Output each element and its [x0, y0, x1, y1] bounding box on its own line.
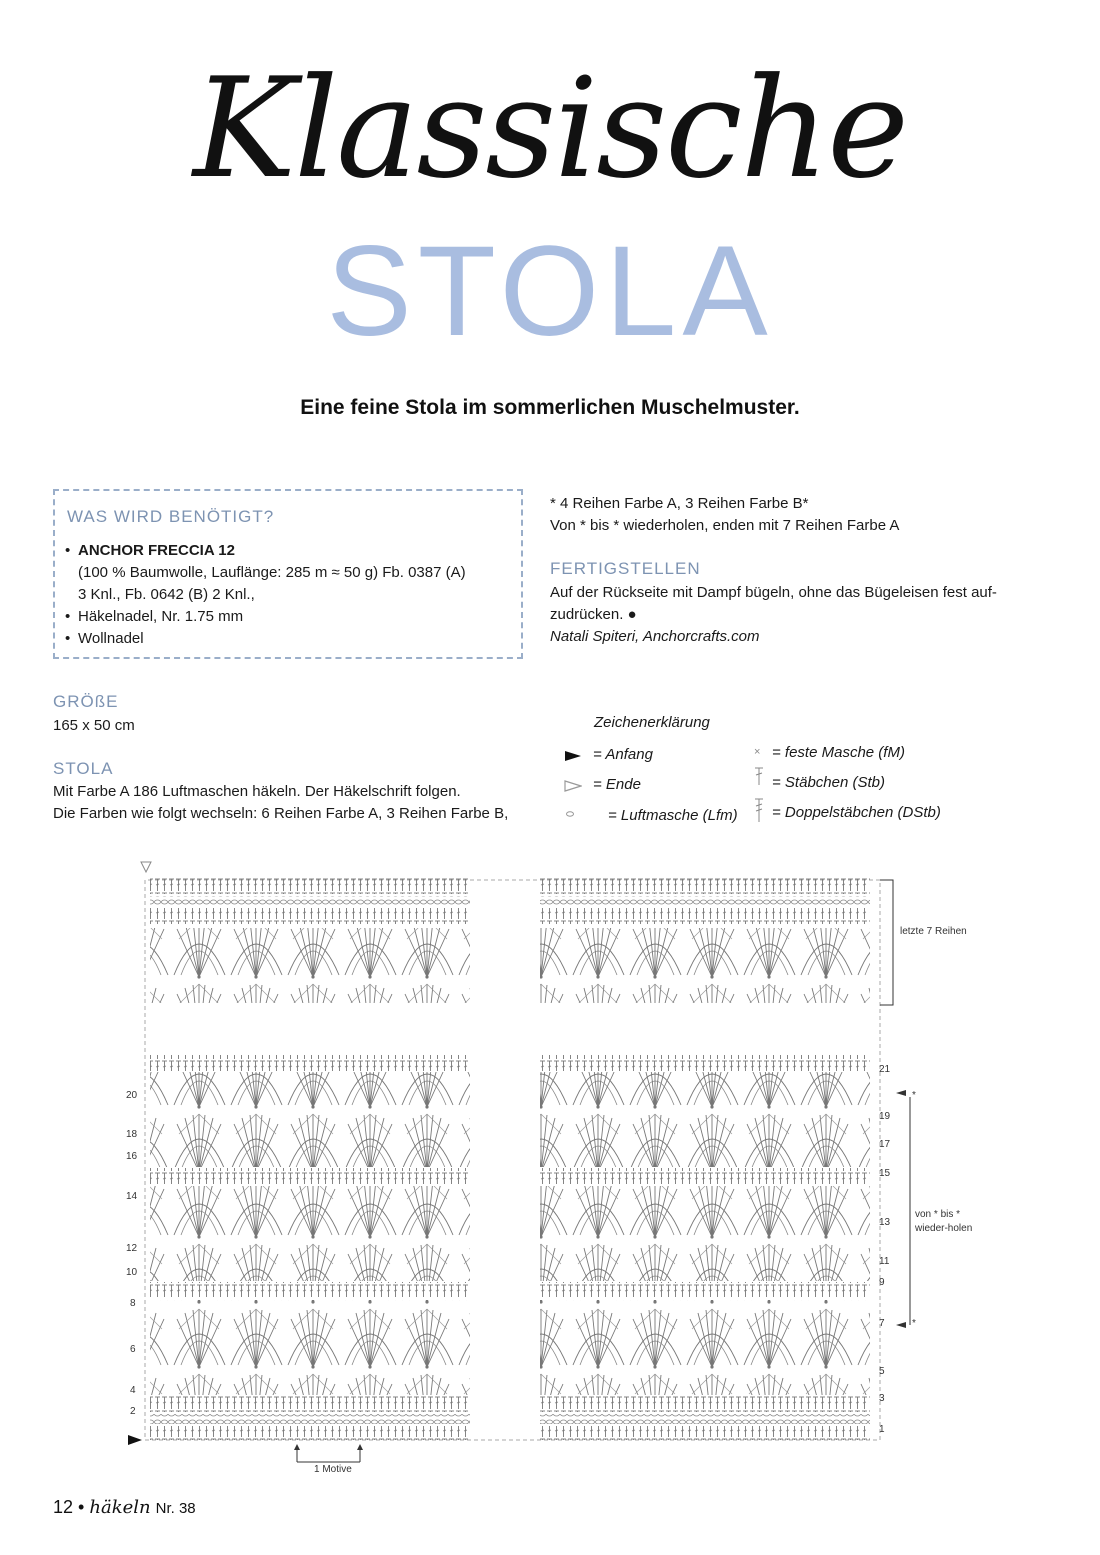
- list-item: • Häkelnadel, Nr. 1.75 mm: [65, 606, 515, 628]
- finish-text: [550, 582, 1070, 648]
- title-script: Klassische: [193, 48, 907, 209]
- legend-label: = Doppelstäbchen (DStb): [772, 804, 941, 821]
- row-number: 10: [126, 1267, 138, 1278]
- row-number: 16: [126, 1151, 138, 1162]
- row-number: 17: [879, 1139, 891, 1150]
- page-number: 12: [53, 1497, 74, 1517]
- end-marker-icon: [141, 862, 151, 872]
- crochet-chart: [0, 850, 1100, 1490]
- row-number: 4: [130, 1385, 136, 1396]
- legend-label: = Ende: [593, 776, 641, 793]
- yarn-name: ANCHOR FRECCIA 12: [78, 542, 235, 559]
- stola-heading: STOLA: [53, 759, 114, 778]
- page-footer: [53, 1497, 196, 1518]
- finish-line: Auf der Rückseite mit Dampf bügeln, ohne das Bügeleisen fest auf-: [550, 584, 997, 601]
- stola-line: Mit Farbe A 186 Luftmaschen häkeln. Der Häkelschrift folgen.: [53, 783, 461, 800]
- yarn-detail-line: 3 Knl., Fb. 0642 (B) 2 Knl.,: [78, 586, 255, 603]
- credit: Natali Spiteri, Anchorcrafts.com: [550, 628, 760, 645]
- list-item: [65, 540, 515, 606]
- magazine-name: häkeln: [89, 1497, 151, 1518]
- chain-oval-icon: [565, 810, 575, 818]
- row-number: 5: [879, 1366, 885, 1377]
- row-number: 21: [879, 1064, 891, 1075]
- legend-label: = Stäbchen (Stb): [772, 774, 885, 791]
- arrow-icon: [896, 1322, 906, 1328]
- row-number: 12: [126, 1243, 138, 1254]
- filled-triangle-icon: [564, 749, 582, 763]
- row-number: 1: [879, 1424, 885, 1435]
- finish-line: zudrücken. ●: [550, 606, 637, 623]
- treble-crochet-icon: [754, 797, 764, 823]
- row-number: 18: [126, 1129, 138, 1140]
- color-line: Von * bis * wiederholen, enden mit 7 Reihen Farbe A: [550, 517, 900, 534]
- legend-label: = Anfang: [593, 746, 653, 763]
- row-number: 20: [126, 1090, 138, 1101]
- legend-heading: Zeichenerklärung: [594, 714, 710, 731]
- arrow-icon: [896, 1090, 906, 1096]
- top-rows-label: letzte 7 Reihen: [900, 926, 967, 937]
- row-number: 15: [879, 1168, 891, 1179]
- color-line: * 4 Reihen Farbe A, 3 Reihen Farbe B*: [550, 495, 809, 512]
- row-number: 9: [879, 1277, 885, 1288]
- subtitle: Eine feine Stola im sommerlichen Muschelmuster.: [300, 396, 800, 419]
- cross-icon: ×: [754, 746, 761, 758]
- stola-text: [53, 781, 543, 825]
- materials-box: [53, 489, 523, 659]
- size-heading: GRÖßE: [53, 692, 119, 711]
- row-number: 19: [879, 1111, 891, 1122]
- stola-line: Die Farben wie folgt wechseln: 6 Reihen Farbe A, 3 Reihen Farbe B,: [53, 805, 509, 822]
- repeat-label: von * bis * wieder-holen: [915, 1209, 973, 1234]
- row-number: 2: [130, 1406, 136, 1417]
- double-crochet-icon: [754, 766, 764, 786]
- legend: [550, 706, 1070, 836]
- star-mark: *: [912, 1318, 916, 1329]
- color-sequence: [550, 493, 1050, 537]
- row-number: 11: [879, 1256, 890, 1267]
- list-item: • Wollnadel: [65, 628, 515, 650]
- materials-list: [65, 540, 515, 650]
- row-number: 3: [879, 1393, 885, 1404]
- materials-heading: WAS WIRD BENÖTIGT?: [67, 507, 275, 526]
- chart-panel-right: [540, 878, 870, 1440]
- star-mark: *: [912, 1090, 916, 1101]
- row-number: 8: [130, 1298, 136, 1309]
- size-value: 165 x 50 cm: [53, 717, 135, 734]
- chart-panel-left: [150, 878, 470, 1440]
- outline-triangle-icon: [564, 779, 582, 793]
- row-number: 14: [126, 1191, 138, 1202]
- row-number: 6: [130, 1344, 136, 1355]
- top-bracket: [880, 880, 893, 1005]
- start-marker-icon: [128, 1435, 142, 1445]
- legend-label: = Luftmasche (Lfm): [608, 807, 738, 824]
- legend-label: = feste Masche (fM): [772, 744, 905, 761]
- yarn-detail-line: (100 % Baumwolle, Lauflänge: 285 m ≈ 50 g) Fb. 0387 (A): [78, 564, 466, 581]
- footer-bullet: •: [78, 1497, 85, 1517]
- motive-label: 1 Motive: [314, 1464, 352, 1475]
- title-block: STOLA: [326, 220, 774, 363]
- issue-number: Nr. 38: [155, 1500, 196, 1517]
- row-number: 7: [879, 1318, 885, 1329]
- finish-heading: FERTIGSTELLEN: [550, 559, 701, 578]
- row-number: 13: [879, 1217, 891, 1228]
